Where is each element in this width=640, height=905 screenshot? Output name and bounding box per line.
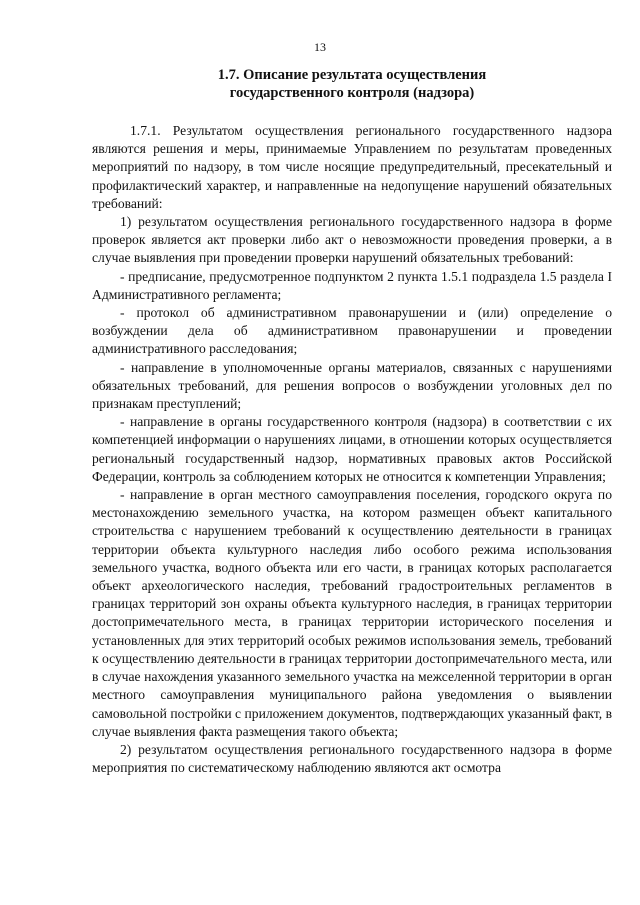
page-number: 13 (314, 40, 326, 54)
section-heading-line-1: 1.7. Описание результата осуществления (217, 67, 487, 83)
list-item-prescription: - предписание, предусмотренное подпунктом 2 пункта 1.5.1 подраздела 1.5 раздела I Административного регламента; (92, 268, 612, 302)
paragraph-1-7-1: 1.7.1. Результатом осуществления регионального государственного надзора являются решения и меры, принимаемые Управлением по результатам проведенных мероприятий по надзору, в том числе носящие предупредительный, пресекательный и профилактический характер, и направленные на недопущение нарушений обязательных требований: (92, 123, 612, 211)
list-item-information: - направление в органы государственного контроля (надзора) в соответствии с их компетенцией информации о нарушениях лицами, в отношении которых осуществляется региональный государственный надзор, нормативных правовых актов Российской Федерации, контроль за соблюдением которых не относится к компетенции Управления; (92, 414, 612, 484)
section-heading-line-2: государственного контроля (надзора) (229, 85, 475, 101)
document-body (92, 122, 612, 777)
paragraph-item-2: 2) результатом осуществления регионального государственного надзора в форме мероприятия по систематическому наблюдению являются акт осмотра (92, 741, 612, 776)
list-item-materials: - направление в уполномоченные органы материалов, связанных с нарушениями обязательных требований, для решения вопросов о возбуждении уголовных дел по признакам преступлений; (92, 359, 612, 412)
paragraph-item-1: 1) результатом осуществления регионального государственного надзора в форме проверок является акт проверки либо акт о невозможности проведения проверки, а в случае выявления при проведении проверки нарушений обязательных требований: (92, 214, 612, 266)
list-item-protocol: - протокол об административном правонарушении и (или) определение о возбуждении дела об административном правонарушении и проведении административного расследования; (92, 305, 612, 357)
list-item-notification: - направление в орган местного самоуправления поселения, городского округа по местонахождению земельного участка, на котором размещен объект капитального строительства с нарушением требований к осуществлению деятельности в границах территории объекта культурного наследия либо особого режима использования земельного участка, водного объекта или его части, в границах которых располагается объект археологического наследия, требований градостроительных регламентов в границах территорий зон охраны объекта культурного наследия, в границах территории достопримечательного места, в границах территории исторического поселения и установленных для этих территорий особых режимов использования земель, требований к осуществлению деятельности в границах территории достопримечательного места, или в случае нахождения указанного земельного участка на межселенной территории в орган местного самоуправления муниципального района уведомления о выявлении самовольной постройки с приложением документов, подтверждающих указанный факт, в случае выявления факта размещения такого объекта; (92, 487, 612, 739)
section-heading (92, 66, 612, 102)
